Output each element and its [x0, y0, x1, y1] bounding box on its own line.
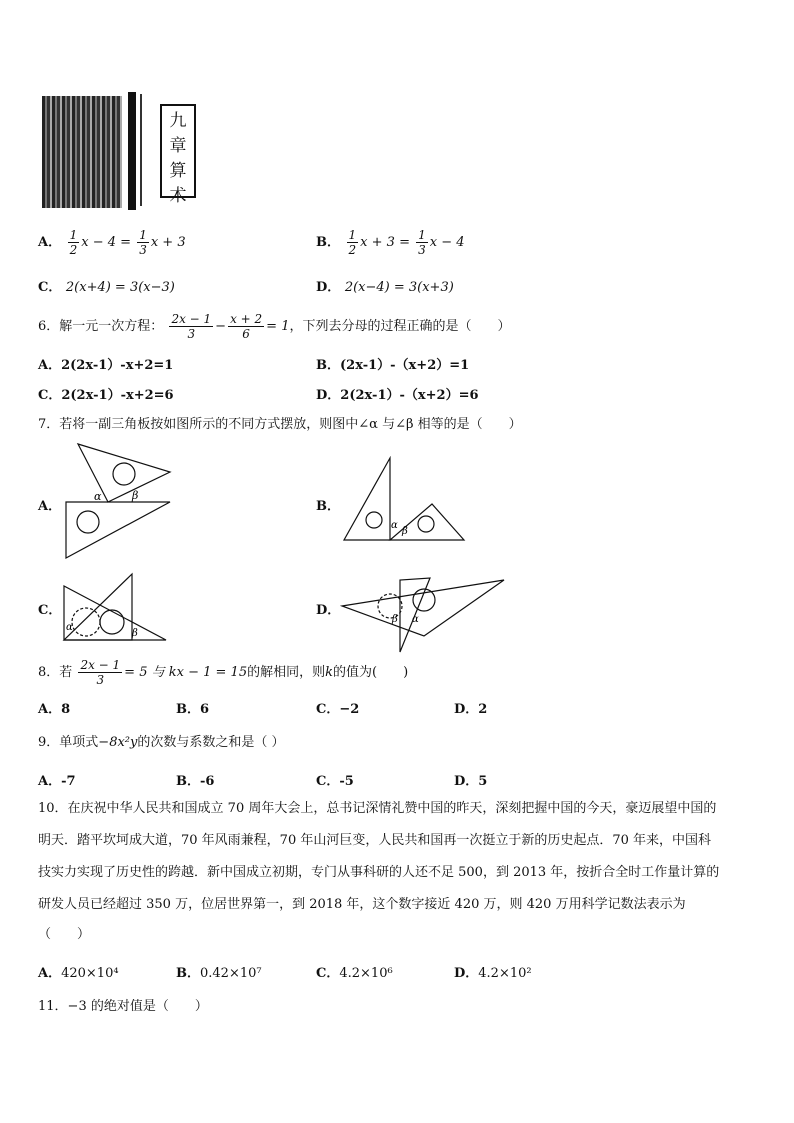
question-10-line-1: 10．在庆祝中华人民共和国成立 70 周年大会上，总书记深情礼赞中国的昨天，深刻把握中国的今天，豪迈展望中国的 [38, 801, 717, 816]
question-6 [38, 312, 510, 341]
q7-figure-d [340, 576, 510, 656]
svg-text:α: α [391, 520, 398, 531]
option-label: B． [316, 235, 340, 250]
option-text: 2(x−4) = 3(x+3) [344, 280, 454, 295]
q8-option-c[interactable]: C．−2 [316, 702, 360, 717]
question-8: 8．若 $\frac{2x - 1}{3}$ = 5 与 kx − 1 = 15的解相同，则k的值为( ) [38, 658, 409, 687]
q10-option-c[interactable]: C．4.2×10⁶ [316, 966, 393, 981]
option-label: A． [38, 235, 62, 250]
q7-option-b-label[interactable]: B． [316, 499, 340, 514]
q6-option-b[interactable]: B．(2x-1）-（x+2）=1 [316, 358, 470, 373]
svg-text:α: α [66, 622, 73, 633]
svg-text:β: β [132, 628, 138, 639]
option-text: 2(x+4) = 3(x−3) [65, 280, 175, 295]
question-text: 解一元一次方程： [59, 319, 164, 334]
q5-option-b[interactable] [316, 228, 465, 257]
question-text: ，下列去分母的过程正确的是（ ） [289, 319, 511, 334]
book-left-page [42, 96, 122, 208]
q9-option-a[interactable]: A．-7 [38, 774, 76, 789]
question-10-line-2: 明天．踏平坎坷成大道，70 年风雨兼程，70 年山河巨变，人民共和国再一次挺立于新的历史起点．70 年来，中国科 [38, 833, 712, 848]
book-title-char: 章 [169, 136, 187, 156]
q8-option-a[interactable]: A．8 [38, 702, 71, 717]
option-math: $\frac{1}{2}$ x + 3 = $\frac{1}{3}$ x − 4 [348, 228, 465, 257]
book-title-box [160, 104, 196, 206]
q5-option-a[interactable] [38, 228, 186, 257]
q7-option-a-label[interactable]: A． [38, 499, 62, 514]
q6-option-c[interactable]: C．2(2x-1）-x+2=6 [38, 388, 174, 403]
book-title-char: 算 [169, 161, 187, 181]
q7-figure-b [340, 456, 470, 546]
q6-equation: $\frac{2x - 1}{3}$ − $\frac{x + 2}{6}$ = 1 [171, 312, 290, 341]
svg-text:β: β [402, 526, 408, 537]
question-number: 6． [38, 319, 60, 334]
question-11: 11．−3 的绝对值是（ ） [38, 999, 208, 1014]
question-10-line-4: 研发人员已经超过 350 万，位居世界第一，到 2018 年，这个数字接近 420 万，则 420 万用科学记数法表示为 [38, 897, 686, 912]
book-title-char: 九 [169, 111, 187, 131]
q8-option-b[interactable]: B．6 [176, 702, 210, 717]
q6-option-a[interactable]: A．2(2x-1）-x+2=1 [38, 358, 174, 373]
q8-option-d[interactable]: D．2 [454, 702, 488, 717]
option-math: $\frac{1}{2}$ x − 4 = $\frac{1}{3}$ x + 3 [69, 228, 186, 257]
svg-text:α: α [412, 614, 419, 625]
question-7: 7．若将一副三角板按如图所示的不同方式摆放，则图中∠α 与∠β 相等的是（ ） [38, 417, 522, 432]
book-image [42, 92, 206, 210]
book-cover [140, 94, 206, 206]
svg-text:β: β [132, 489, 139, 502]
q10-option-a[interactable]: A．420×10⁴ [38, 966, 119, 981]
question-9: 9．单项式−8x²y的次数与系数之和是（ ） [38, 735, 285, 750]
q10-option-b[interactable]: B．0.42×10⁷ [176, 966, 262, 981]
q10-option-d[interactable]: D．4.2×10² [454, 966, 532, 981]
q9-option-c[interactable]: C．-5 [316, 774, 354, 789]
q5-option-d[interactable] [316, 276, 454, 295]
question-10-line-3: 技实力实现了历史性的跨越．新中国成立初期，专门从事科研的人还不足 500，到 2013 年，按折合全时工作量计算的 [38, 865, 720, 880]
q6-option-d[interactable]: D．2(2x-1）-（x+2）=6 [316, 388, 479, 403]
svg-text:α: α [94, 490, 102, 503]
svg-text:β: β [392, 614, 398, 625]
option-label: D． [316, 280, 341, 295]
q5-option-c[interactable] [38, 276, 175, 295]
q9-option-b[interactable]: B．-6 [176, 774, 215, 789]
book-spine [128, 92, 136, 210]
question-10-line-5: （ ） [38, 927, 91, 942]
q9-option-d[interactable]: D．5 [454, 774, 488, 789]
option-label: C． [38, 280, 62, 295]
q7-figure-a [58, 442, 178, 562]
q7-option-c-label[interactable]: C． [38, 603, 62, 618]
q7-figure-c [60, 572, 172, 642]
book-title-char: 术 [169, 186, 187, 206]
q7-option-d-label[interactable]: D． [316, 603, 341, 618]
